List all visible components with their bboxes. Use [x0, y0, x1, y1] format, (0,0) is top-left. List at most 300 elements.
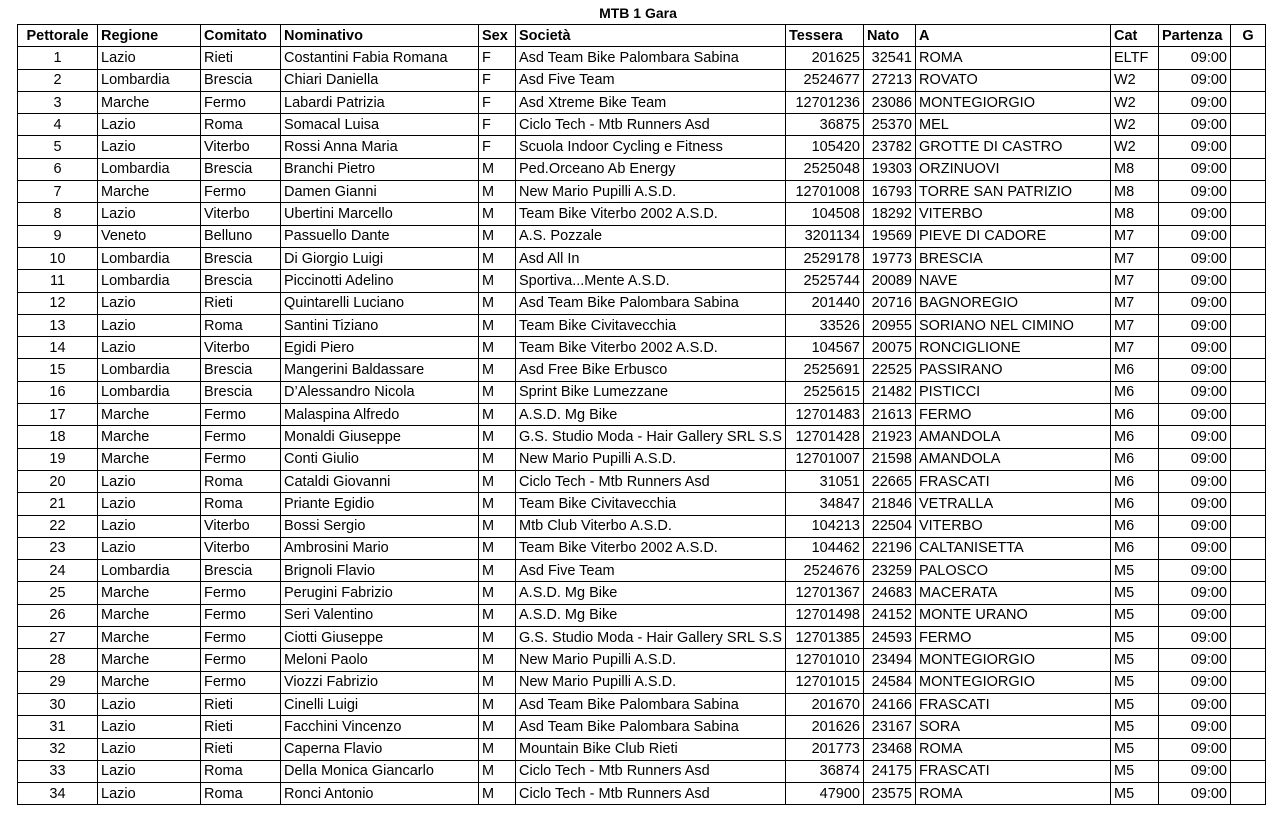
- cell-nato: 23575: [863, 783, 915, 805]
- cell-g: [1230, 560, 1265, 582]
- cell-nato: 16793: [863, 181, 915, 203]
- cell-partenza: 09:00: [1158, 114, 1230, 136]
- cell-sex: M: [479, 627, 516, 649]
- cell-societa: New Mario Pupilli A.S.D.: [516, 671, 786, 693]
- cell-cat: M7: [1110, 270, 1158, 292]
- cell-nato: 24683: [863, 582, 915, 604]
- cell-regione: Marche: [98, 448, 201, 470]
- cell-sex: M: [479, 560, 516, 582]
- column-header-partenza: Partenza: [1158, 25, 1230, 47]
- table-row: [18, 47, 1266, 69]
- cell-partenza: 09:00: [1158, 627, 1230, 649]
- cell-g: [1230, 671, 1265, 693]
- cell-a: MONTEGIORGIO: [915, 671, 1110, 693]
- cell-regione: Lazio: [98, 515, 201, 537]
- cell-sex: M: [479, 693, 516, 715]
- cell-regione: Lazio: [98, 337, 201, 359]
- cell-sex: M: [479, 359, 516, 381]
- cell-a: MACERATA: [915, 582, 1110, 604]
- table-row: [18, 693, 1266, 715]
- cell-cat: M7: [1110, 292, 1158, 314]
- cell-g: [1230, 136, 1265, 158]
- cell-g: [1230, 158, 1265, 180]
- cell-partenza: 09:00: [1158, 693, 1230, 715]
- cell-tessera: 2529178: [785, 247, 863, 269]
- column-header-comitato: Comitato: [201, 25, 281, 47]
- cell-regione: Marche: [98, 671, 201, 693]
- cell-a: RONCIGLIONE: [915, 337, 1110, 359]
- cell-cat: M7: [1110, 225, 1158, 247]
- cell-tessera: 2525744: [785, 270, 863, 292]
- cell-partenza: 09:00: [1158, 470, 1230, 492]
- cell-g: [1230, 470, 1265, 492]
- cell-cat: M6: [1110, 493, 1158, 515]
- cell-nominativo: Bossi Sergio: [281, 515, 479, 537]
- cell-comitato: Viterbo: [201, 337, 281, 359]
- cell-cat: M5: [1110, 560, 1158, 582]
- cell-comitato: Fermo: [201, 671, 281, 693]
- cell-regione: Lombardia: [98, 381, 201, 403]
- cell-societa: G.S. Studio Moda - Hair Gallery SRL S.S: [516, 426, 786, 448]
- cell-tessera: 12701498: [785, 604, 863, 626]
- cell-g: [1230, 181, 1265, 203]
- cell-nato: 23259: [863, 560, 915, 582]
- table-row: [18, 716, 1266, 738]
- cell-g: [1230, 426, 1265, 448]
- cell-nato: 20955: [863, 314, 915, 336]
- cell-comitato: Roma: [201, 783, 281, 805]
- cell-comitato: Roma: [201, 760, 281, 782]
- table-row: [18, 582, 1266, 604]
- cell-societa: Ciclo Tech - Mtb Runners Asd: [516, 470, 786, 492]
- column-header-tessera: Tessera: [785, 25, 863, 47]
- cell-a: PASSIRANO: [915, 359, 1110, 381]
- cell-g: [1230, 537, 1265, 559]
- cell-nato: 20089: [863, 270, 915, 292]
- cell-pettorale: 34: [18, 783, 98, 805]
- cell-nominativo: Di Giorgio Luigi: [281, 247, 479, 269]
- cell-comitato: Rieti: [201, 716, 281, 738]
- cell-partenza: 09:00: [1158, 69, 1230, 91]
- cell-tessera: 12701367: [785, 582, 863, 604]
- cell-nominativo: Seri Valentino: [281, 604, 479, 626]
- cell-comitato: Belluno: [201, 225, 281, 247]
- cell-a: MONTEGIORGIO: [915, 91, 1110, 113]
- cell-cat: M5: [1110, 693, 1158, 715]
- table-row: [18, 448, 1266, 470]
- cell-comitato: Rieti: [201, 292, 281, 314]
- cell-pettorale: 27: [18, 627, 98, 649]
- cell-a: VITERBO: [915, 203, 1110, 225]
- cell-nominativo: Monaldi Giuseppe: [281, 426, 479, 448]
- cell-cat: M5: [1110, 604, 1158, 626]
- table-row: [18, 760, 1266, 782]
- cell-partenza: 09:00: [1158, 91, 1230, 113]
- cell-g: [1230, 203, 1265, 225]
- cell-g: [1230, 515, 1265, 537]
- cell-societa: Ciclo Tech - Mtb Runners Asd: [516, 760, 786, 782]
- cell-nato: 32541: [863, 47, 915, 69]
- cell-comitato: Fermo: [201, 604, 281, 626]
- cell-g: [1230, 314, 1265, 336]
- cell-g: [1230, 381, 1265, 403]
- cell-comitato: Brescia: [201, 560, 281, 582]
- cell-comitato: Roma: [201, 314, 281, 336]
- cell-partenza: 09:00: [1158, 560, 1230, 582]
- cell-sex: M: [479, 537, 516, 559]
- cell-pettorale: 4: [18, 114, 98, 136]
- cell-partenza: 09:00: [1158, 448, 1230, 470]
- cell-societa: Scuola Indoor Cycling e Fitness: [516, 136, 786, 158]
- cell-partenza: 09:00: [1158, 181, 1230, 203]
- cell-comitato: Roma: [201, 493, 281, 515]
- cell-nominativo: Caperna Flavio: [281, 738, 479, 760]
- cell-nato: 21598: [863, 448, 915, 470]
- cell-comitato: Viterbo: [201, 203, 281, 225]
- table-row: [18, 783, 1266, 805]
- cell-comitato: Rieti: [201, 693, 281, 715]
- cell-nato: 23468: [863, 738, 915, 760]
- cell-sex: M: [479, 470, 516, 492]
- cell-pettorale: 1: [18, 47, 98, 69]
- cell-nato: 23494: [863, 649, 915, 671]
- cell-cat: M7: [1110, 247, 1158, 269]
- cell-a: GROTTE DI CASTRO: [915, 136, 1110, 158]
- cell-tessera: 201773: [785, 738, 863, 760]
- cell-nato: 24593: [863, 627, 915, 649]
- cell-tessera: 201626: [785, 716, 863, 738]
- cell-tessera: 2525615: [785, 381, 863, 403]
- cell-nominativo: Della Monica Giancarlo: [281, 760, 479, 782]
- cell-a: FRASCATI: [915, 693, 1110, 715]
- cell-nato: 25370: [863, 114, 915, 136]
- cell-tessera: 31051: [785, 470, 863, 492]
- cell-sex: M: [479, 760, 516, 782]
- cell-nominativo: Chiari Daniella: [281, 69, 479, 91]
- cell-pettorale: 32: [18, 738, 98, 760]
- cell-partenza: 09:00: [1158, 47, 1230, 69]
- cell-sex: F: [479, 136, 516, 158]
- cell-regione: Lombardia: [98, 158, 201, 180]
- sheet-title: MTB 1 Gara: [599, 5, 677, 21]
- cell-pettorale: 13: [18, 314, 98, 336]
- cell-pettorale: 9: [18, 225, 98, 247]
- cell-partenza: 09:00: [1158, 760, 1230, 782]
- cell-partenza: 09:00: [1158, 671, 1230, 693]
- cell-regione: Lombardia: [98, 359, 201, 381]
- cell-partenza: 09:00: [1158, 783, 1230, 805]
- cell-cat: M8: [1110, 203, 1158, 225]
- cell-partenza: 09:00: [1158, 404, 1230, 426]
- column-header-cat: Cat: [1110, 25, 1158, 47]
- cell-tessera: 104508: [785, 203, 863, 225]
- cell-g: [1230, 716, 1265, 738]
- cell-nominativo: Ronci Antonio: [281, 783, 479, 805]
- cell-g: [1230, 604, 1265, 626]
- cell-cat: M5: [1110, 627, 1158, 649]
- cell-pettorale: 31: [18, 716, 98, 738]
- cell-sex: M: [479, 716, 516, 738]
- column-header-a: A: [915, 25, 1110, 47]
- cell-comitato: Brescia: [201, 69, 281, 91]
- cell-tessera: 12701483: [785, 404, 863, 426]
- cell-sex: M: [479, 158, 516, 180]
- cell-comitato: Viterbo: [201, 515, 281, 537]
- cell-cat: W2: [1110, 69, 1158, 91]
- cell-nato: 20716: [863, 292, 915, 314]
- cell-tessera: 33526: [785, 314, 863, 336]
- cell-cat: M8: [1110, 181, 1158, 203]
- cell-g: [1230, 247, 1265, 269]
- cell-nominativo: Santini Tiziano: [281, 314, 479, 336]
- cell-a: BRESCIA: [915, 247, 1110, 269]
- cell-societa: Ped.Orceano Ab Energy: [516, 158, 786, 180]
- cell-cat: M5: [1110, 783, 1158, 805]
- cell-a: NAVE: [915, 270, 1110, 292]
- cell-societa: Sportiva...Mente A.S.D.: [516, 270, 786, 292]
- cell-pettorale: 12: [18, 292, 98, 314]
- cell-comitato: Rieti: [201, 47, 281, 69]
- cell-nominativo: Passuello Dante: [281, 225, 479, 247]
- cell-regione: Marche: [98, 604, 201, 626]
- cell-societa: Team Bike Civitavecchia: [516, 314, 786, 336]
- cell-sex: M: [479, 738, 516, 760]
- column-header-sex: Sex: [479, 25, 516, 47]
- cell-cat: M7: [1110, 314, 1158, 336]
- table-row: [18, 404, 1266, 426]
- cell-comitato: Fermo: [201, 426, 281, 448]
- cell-nato: 22504: [863, 515, 915, 537]
- cell-tessera: 104213: [785, 515, 863, 537]
- table-row: [18, 114, 1266, 136]
- column-header-societa: Società: [516, 25, 786, 47]
- cell-a: MONTEGIORGIO: [915, 649, 1110, 671]
- cell-nominativo: Conti Giulio: [281, 448, 479, 470]
- cell-tessera: 3201134: [785, 225, 863, 247]
- cell-partenza: 09:00: [1158, 247, 1230, 269]
- cell-nato: 19773: [863, 247, 915, 269]
- cell-societa: A.S.D. Mg Bike: [516, 404, 786, 426]
- cell-regione: Lombardia: [98, 270, 201, 292]
- cell-sex: M: [479, 381, 516, 403]
- cell-cat: M6: [1110, 404, 1158, 426]
- cell-societa: Asd Free Bike Erbusco: [516, 359, 786, 381]
- cell-tessera: 105420: [785, 136, 863, 158]
- cell-pettorale: 5: [18, 136, 98, 158]
- cell-tessera: 104462: [785, 537, 863, 559]
- cell-g: [1230, 404, 1265, 426]
- cell-sex: M: [479, 247, 516, 269]
- cell-tessera: 12701015: [785, 671, 863, 693]
- cell-g: [1230, 225, 1265, 247]
- cell-nato: 20075: [863, 337, 915, 359]
- cell-tessera: 12701236: [785, 91, 863, 113]
- cell-societa: Ciclo Tech - Mtb Runners Asd: [516, 114, 786, 136]
- cell-pettorale: 26: [18, 604, 98, 626]
- cell-pettorale: 8: [18, 203, 98, 225]
- cell-regione: Lazio: [98, 47, 201, 69]
- cell-nominativo: Piccinotti Adelino: [281, 270, 479, 292]
- cell-pettorale: 28: [18, 649, 98, 671]
- cell-a: VITERBO: [915, 515, 1110, 537]
- cell-regione: Lombardia: [98, 247, 201, 269]
- cell-comitato: Roma: [201, 470, 281, 492]
- cell-sex: M: [479, 225, 516, 247]
- cell-sex: F: [479, 114, 516, 136]
- cell-sex: M: [479, 582, 516, 604]
- cell-partenza: 09:00: [1158, 203, 1230, 225]
- table-row: [18, 627, 1266, 649]
- table-row: [18, 493, 1266, 515]
- table-row: [18, 560, 1266, 582]
- cell-partenza: 09:00: [1158, 604, 1230, 626]
- cell-g: [1230, 693, 1265, 715]
- cell-g: [1230, 359, 1265, 381]
- cell-nominativo: Ubertini Marcello: [281, 203, 479, 225]
- cell-comitato: Brescia: [201, 270, 281, 292]
- cell-sex: M: [479, 493, 516, 515]
- cell-cat: W2: [1110, 136, 1158, 158]
- cell-sex: M: [479, 292, 516, 314]
- cell-nominativo: Ciotti Giuseppe: [281, 627, 479, 649]
- cell-nominativo: Meloni Paolo: [281, 649, 479, 671]
- table-row: [18, 158, 1266, 180]
- cell-partenza: 09:00: [1158, 515, 1230, 537]
- cell-g: [1230, 493, 1265, 515]
- table-body: [18, 47, 1266, 805]
- cell-g: [1230, 91, 1265, 113]
- cell-tessera: 2525048: [785, 158, 863, 180]
- cell-regione: Lazio: [98, 537, 201, 559]
- cell-g: [1230, 627, 1265, 649]
- cell-sex: M: [479, 604, 516, 626]
- cell-pettorale: 15: [18, 359, 98, 381]
- cell-partenza: 09:00: [1158, 493, 1230, 515]
- cell-pettorale: 6: [18, 158, 98, 180]
- cell-tessera: 2525691: [785, 359, 863, 381]
- cell-pettorale: 11: [18, 270, 98, 292]
- cell-pettorale: 16: [18, 381, 98, 403]
- cell-g: [1230, 292, 1265, 314]
- cell-a: BAGNOREGIO: [915, 292, 1110, 314]
- cell-societa: Asd Five Team: [516, 560, 786, 582]
- cell-partenza: 09:00: [1158, 359, 1230, 381]
- table-row: [18, 470, 1266, 492]
- cell-nato: 19569: [863, 225, 915, 247]
- cell-regione: Lazio: [98, 203, 201, 225]
- cell-sex: F: [479, 47, 516, 69]
- table-row: [18, 738, 1266, 760]
- cell-a: FERMO: [915, 627, 1110, 649]
- cell-pettorale: 25: [18, 582, 98, 604]
- cell-regione: Marche: [98, 404, 201, 426]
- cell-nominativo: Cataldi Giovanni: [281, 470, 479, 492]
- cell-societa: A.S. Pozzale: [516, 225, 786, 247]
- cell-a: FERMO: [915, 404, 1110, 426]
- cell-nominativo: Labardi Patrizia: [281, 91, 479, 113]
- header-row: [18, 25, 1266, 47]
- cell-societa: New Mario Pupilli A.S.D.: [516, 448, 786, 470]
- cell-regione: Marche: [98, 181, 201, 203]
- cell-societa: Asd All In: [516, 247, 786, 269]
- table-row: [18, 649, 1266, 671]
- cell-societa: G.S. Studio Moda - Hair Gallery SRL S.S: [516, 627, 786, 649]
- cell-societa: A.S.D. Mg Bike: [516, 604, 786, 626]
- cell-cat: ELTF: [1110, 47, 1158, 69]
- cell-a: CALTANISETTA: [915, 537, 1110, 559]
- table-row: [18, 225, 1266, 247]
- cell-nominativo: Perugini Fabrizio: [281, 582, 479, 604]
- cell-partenza: 09:00: [1158, 270, 1230, 292]
- cell-nominativo: Ambrosini Mario: [281, 537, 479, 559]
- cell-societa: Team Bike Viterbo 2002 A.S.D.: [516, 203, 786, 225]
- table-row: [18, 537, 1266, 559]
- cell-nato: 23782: [863, 136, 915, 158]
- table-row: [18, 292, 1266, 314]
- cell-regione: Lazio: [98, 314, 201, 336]
- cell-sex: M: [479, 337, 516, 359]
- table-row: [18, 247, 1266, 269]
- column-header-nato: Nato: [863, 25, 915, 47]
- cell-tessera: 47900: [785, 783, 863, 805]
- cell-partenza: 09:00: [1158, 225, 1230, 247]
- cell-societa: Asd Team Bike Palombara Sabina: [516, 292, 786, 314]
- cell-a: FRASCATI: [915, 760, 1110, 782]
- cell-comitato: Fermo: [201, 448, 281, 470]
- cell-pettorale: 29: [18, 671, 98, 693]
- cell-partenza: 09:00: [1158, 136, 1230, 158]
- column-header-nominativo: Nominativo: [281, 25, 479, 47]
- cell-nominativo: Damen Gianni: [281, 181, 479, 203]
- cell-partenza: 09:00: [1158, 337, 1230, 359]
- cell-cat: M5: [1110, 760, 1158, 782]
- table-row: [18, 359, 1266, 381]
- table-row: [18, 270, 1266, 292]
- start-list-table: [17, 24, 1266, 805]
- cell-regione: Lazio: [98, 760, 201, 782]
- cell-regione: Marche: [98, 627, 201, 649]
- cell-a: SORA: [915, 716, 1110, 738]
- cell-a: AMANDOLA: [915, 426, 1110, 448]
- cell-sex: M: [479, 203, 516, 225]
- cell-a: ROMA: [915, 47, 1110, 69]
- cell-pettorale: 22: [18, 515, 98, 537]
- cell-societa: Mountain Bike Club Rieti: [516, 738, 786, 760]
- table-row: [18, 181, 1266, 203]
- cell-sex: M: [479, 404, 516, 426]
- cell-comitato: Brescia: [201, 247, 281, 269]
- cell-cat: M8: [1110, 158, 1158, 180]
- table-row: [18, 515, 1266, 537]
- cell-nominativo: Quintarelli Luciano: [281, 292, 479, 314]
- cell-a: MONTE URANO: [915, 604, 1110, 626]
- cell-cat: M5: [1110, 738, 1158, 760]
- cell-partenza: 09:00: [1158, 649, 1230, 671]
- cell-nominativo: Cinelli Luigi: [281, 693, 479, 715]
- cell-nato: 22665: [863, 470, 915, 492]
- cell-nominativo: Costantini Fabia Romana: [281, 47, 479, 69]
- cell-comitato: Rieti: [201, 738, 281, 760]
- cell-societa: Ciclo Tech - Mtb Runners Asd: [516, 783, 786, 805]
- cell-nominativo: Mangerini Baldassare: [281, 359, 479, 381]
- cell-a: ORZINUOVI: [915, 158, 1110, 180]
- cell-regione: Lazio: [98, 136, 201, 158]
- cell-partenza: 09:00: [1158, 292, 1230, 314]
- cell-a: TORRE SAN PATRIZIO: [915, 181, 1110, 203]
- cell-sex: M: [479, 181, 516, 203]
- cell-sex: M: [479, 448, 516, 470]
- cell-nominativo: D’Alessandro Nicola: [281, 381, 479, 403]
